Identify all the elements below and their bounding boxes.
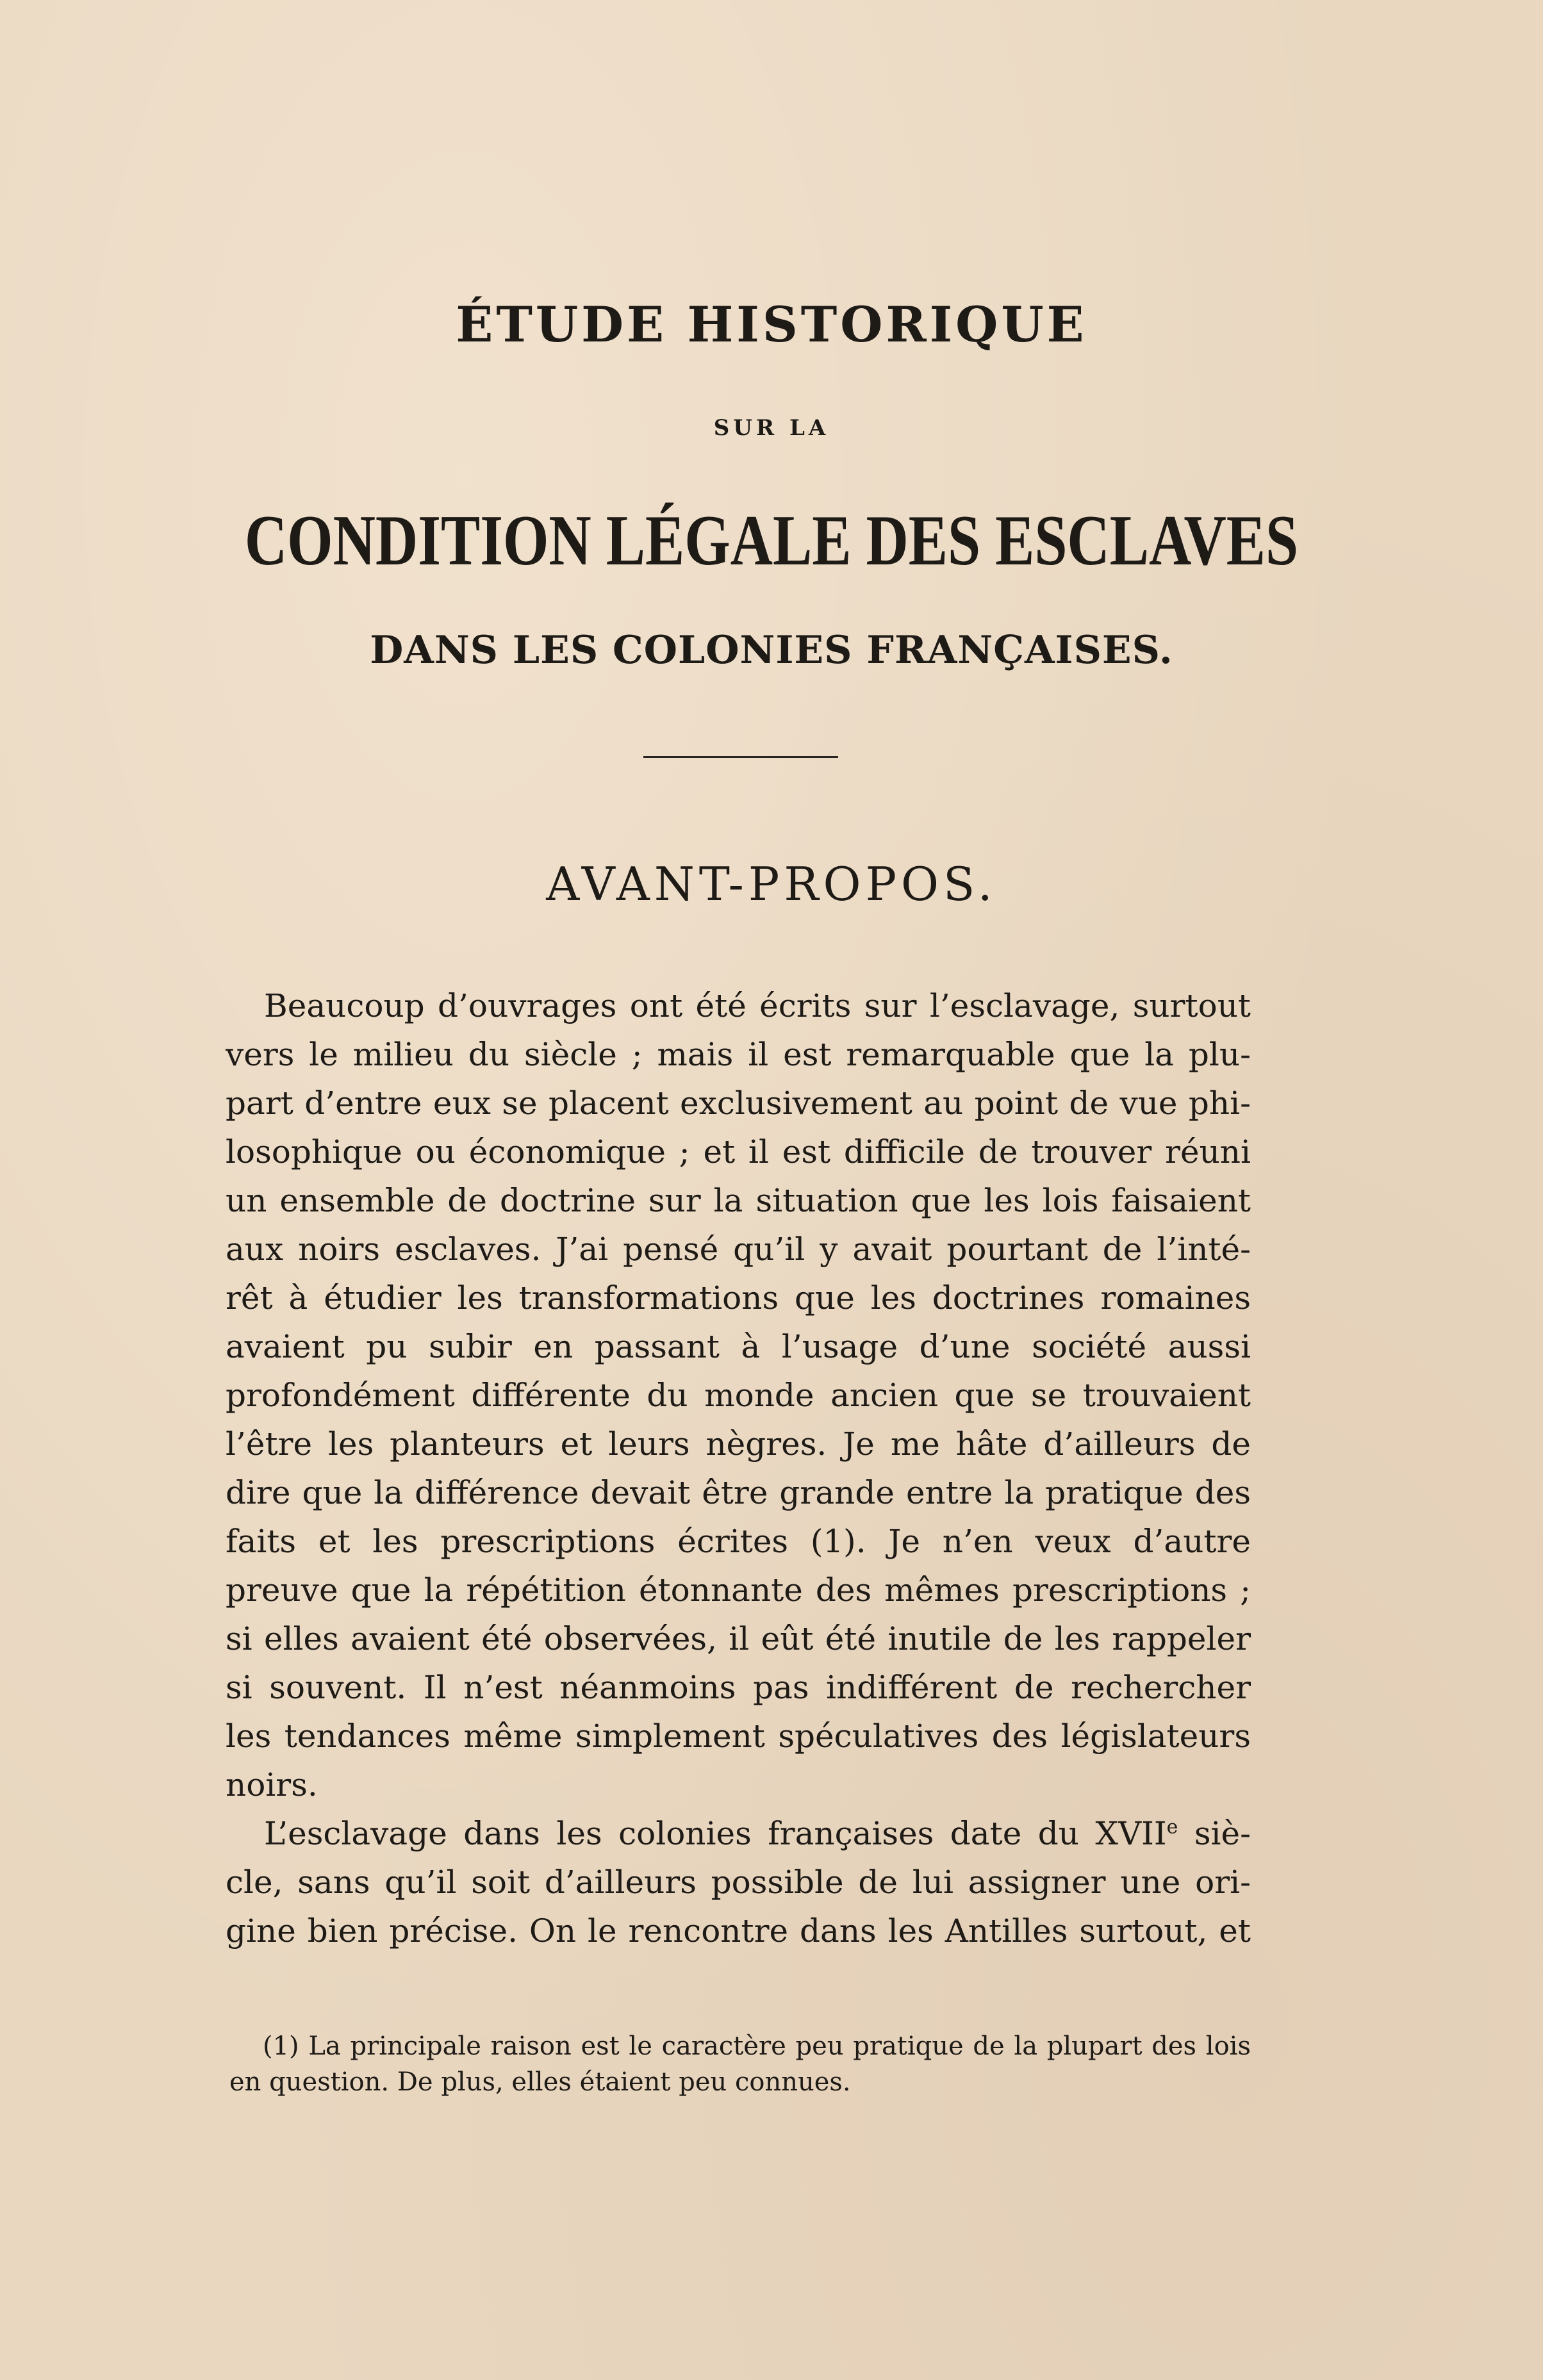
body-line: part d’entre eux se placent exclusivement au point de vue phi- [226, 1085, 1251, 1122]
footnote-line: (1) La principale raison est le caractère peu pratique de la plupart des lois [263, 2031, 1251, 2061]
footnote-line: en question. De plus, elles étaient peu connues. [229, 2067, 851, 2097]
body-line: l’être les planteurs et leurs nègres. Je me hâte d’ailleurs de [226, 1425, 1251, 1463]
body-line-text: siè- [1178, 1815, 1251, 1852]
body-line: si souvent. Il n’est néanmoins pas indifférent de rechercher [226, 1669, 1251, 1706]
title-line-1: ÉTUDE HISTORIQUE [456, 296, 1087, 353]
body-line: rêt à étudier les transformations que les doctrines romaines [226, 1279, 1251, 1317]
body-line: dire que la différence devait être grande entre la pratique des [226, 1474, 1251, 1511]
superscript-e: e [1166, 1816, 1178, 1839]
body-line: les tendances même simplement spéculatives des législateurs [226, 1718, 1251, 1755]
title-line-2: SUR LA [713, 415, 830, 441]
body-line: vers le milieu du siècle ; mais il est remarquable que la plu- [226, 1036, 1251, 1073]
body-line: un ensemble de doctrine sur la situation que les lois faisaient [226, 1182, 1251, 1219]
body-line [264, 1811, 1251, 1856]
section-heading: AVANT-PROPOS. [546, 857, 997, 911]
title-divider [643, 756, 838, 758]
body-line: losophique ou économique ; et il est difficile de trouver réuni [226, 1133, 1251, 1170]
body-line: aux noirs esclaves. J’ai pensé qu’il y avait pourtant de l’inté- [226, 1231, 1251, 1268]
body-line: gine bien précise. On le rencontre dans les Antilles surtout, et [226, 1912, 1251, 1949]
body-line: profondément différente du monde ancien que se trouvaient [226, 1377, 1251, 1414]
body-line: preuve que la répétition étonnante des mêmes prescriptions ; [226, 1572, 1251, 1609]
body-line: noirs. [226, 1766, 318, 1803]
body-line: Beaucoup d’ouvrages ont été écrits sur l’esclavage, surtout [264, 987, 1251, 1024]
body-line: cle, sans qu’il soit d’ailleurs possible de lui assigner une ori- [226, 1864, 1251, 1901]
body-line: faits et les prescriptions écrites (1). Je n’en veux d’autre [226, 1523, 1251, 1560]
main-title: CONDITION LÉGALE DES ESCLAVES [244, 501, 1299, 580]
body-line: avaient pu subir en passant à l’usage d’une société aussi [226, 1328, 1251, 1365]
body-line: si elles avaient été observées, il eût été inutile de les rappeler [226, 1620, 1251, 1657]
subtitle: DANS LES COLONIES FRANÇAISES. [370, 628, 1173, 673]
body-line-text: L’esclavage dans les colonies françaises date du XVII [264, 1815, 1167, 1852]
